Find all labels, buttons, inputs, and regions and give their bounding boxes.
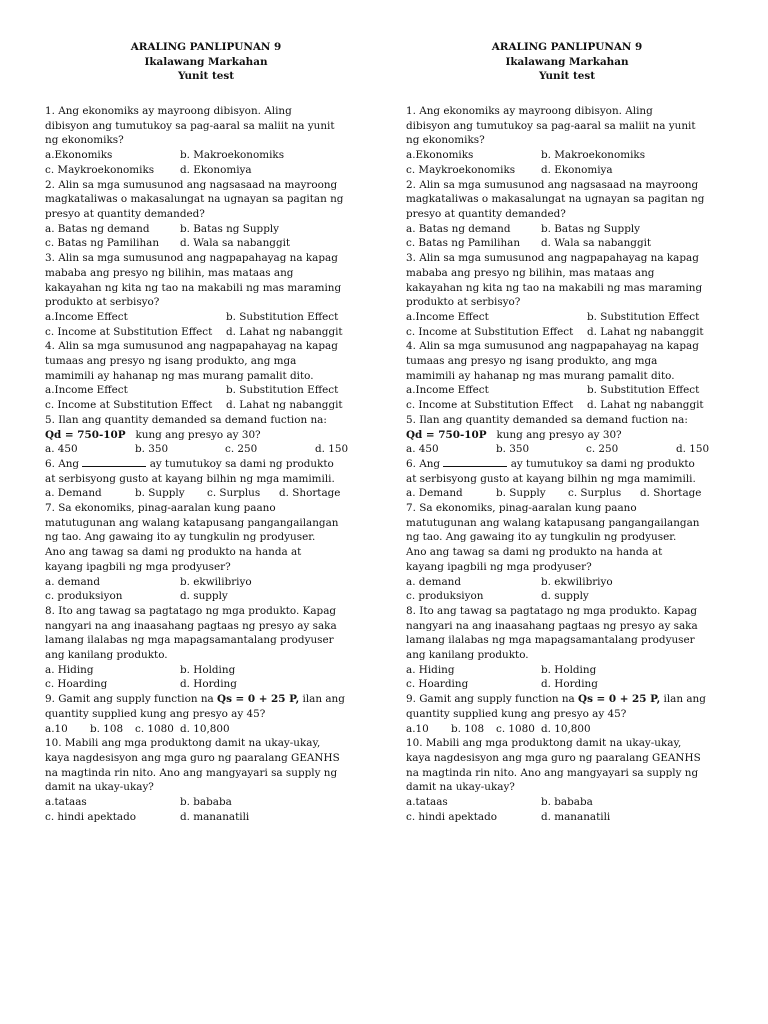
choice-d: d. Lahat ng nabanggit bbox=[226, 325, 343, 338]
question-stem: lamang ilalabas ng mga mapagsamantalang prodyuser bbox=[45, 634, 334, 647]
question-stem: dibisyon ang tumutukoy sa pag-aaral sa maliit na yunit bbox=[45, 119, 335, 132]
question-stem: kaya nagdesisyon ang mga guro ng paaralang GEANHS bbox=[45, 752, 340, 764]
choice-a: a. 450 bbox=[45, 443, 78, 456]
choice-b: b. Makroekonomiks bbox=[541, 149, 646, 162]
question-stem: Ano ang tawag sa dami ng produkto na handa at bbox=[45, 546, 302, 559]
question-stem: magkataliwas o makasalungat na ugnayan sa pagitan ng bbox=[45, 193, 344, 206]
demand-formula: Qd = 750-10P bbox=[45, 428, 126, 441]
choice-b: b. 350 bbox=[135, 443, 169, 456]
exam-column-right bbox=[406, 40, 728, 825]
choice-a: a. Demand bbox=[406, 487, 463, 500]
question-stem: damit na ukay-ukay? bbox=[45, 781, 154, 794]
choice-c: c. hindi apektado bbox=[45, 810, 136, 823]
choice-b: b. Supply bbox=[496, 487, 546, 500]
choice-a: a.tataas bbox=[406, 796, 448, 809]
question-stem: kaya nagdesisyon ang mga guro ng paaralang GEANHS bbox=[406, 752, 701, 764]
question-stem: ay tumutukoy sa dami ng produkto bbox=[146, 457, 334, 470]
question-1 bbox=[406, 104, 728, 178]
question-stem: at serbisyong gusto at kayang bilhin ng mga mamimili. bbox=[406, 472, 696, 485]
question-stem: 5. Ilan ang quantity demanded sa demand fuction na: bbox=[45, 413, 327, 426]
choice-d: d. Hording bbox=[541, 678, 598, 691]
choice-a: a.tataas bbox=[45, 796, 87, 809]
choice-c: c. Maykroekonomiks bbox=[45, 163, 155, 176]
question-stem: matutugunan ang walang katapusang pangangailangan bbox=[45, 516, 339, 529]
choice-c: c. Income at Substitution Effect bbox=[406, 399, 574, 412]
choice-d: d. mananatili bbox=[180, 810, 250, 823]
choice-a: a. Hiding bbox=[406, 663, 455, 676]
choice-a: a. demand bbox=[406, 575, 461, 588]
question-stem: ilan ang bbox=[660, 693, 706, 706]
choice-c: c. Maykroekonomiks bbox=[406, 163, 516, 176]
choice-d: d. Hording bbox=[180, 678, 237, 691]
question-stem: 2. Alin sa mga sumusunod ang nagsasaad na mayroong bbox=[406, 178, 699, 191]
question-stem: ng ekonomiks? bbox=[406, 134, 485, 147]
choice-a: a. demand bbox=[45, 575, 100, 588]
choice-c: c. produksiyon bbox=[45, 590, 123, 603]
question-stem: 2. Alin sa mga sumusunod ang nagsasaad na mayroong bbox=[45, 178, 338, 191]
question-stem: kakayahan ng kita ng tao na makabili ng mas maraming bbox=[45, 281, 342, 294]
choice-c: c. Income at Substitution Effect bbox=[45, 325, 213, 338]
choice-c: c. Batas ng Pamilihan bbox=[406, 237, 521, 250]
choice-c: c. 250 bbox=[225, 443, 258, 456]
choice-a: a.Income Effect bbox=[45, 310, 128, 323]
choice-a: a.10 bbox=[406, 722, 429, 735]
choice-d: d. mananatili bbox=[541, 810, 611, 823]
question-stem: 5. Ilan ang quantity demanded sa demand fuction na: bbox=[406, 413, 688, 426]
choice-c: c. 250 bbox=[586, 443, 619, 456]
choice-d: d. Lahat ng nabanggit bbox=[587, 325, 704, 338]
question-stem: 10. Mabili ang mga produktong damit na ukay-ukay, bbox=[45, 737, 321, 750]
choice-a: a. Demand bbox=[45, 487, 102, 500]
choice-d: d. 10,800 bbox=[180, 722, 230, 735]
question-stem: 7. Sa ekonomiks, pinag-aaralan kung paano bbox=[406, 502, 637, 515]
question-stem: tumaas ang presyo ng isang produkto, ang mga bbox=[45, 355, 297, 368]
choice-c: c. produksiyon bbox=[406, 590, 484, 603]
question-9 bbox=[406, 692, 728, 736]
choice-b: b. bababa bbox=[541, 796, 593, 809]
choice-c: c. 1080 bbox=[135, 722, 174, 735]
question-stem: dibisyon ang tumutukoy sa pag-aaral sa maliit na yunit bbox=[406, 119, 696, 132]
question-stem: kayang ipagbili ng mga prodyuser? bbox=[406, 560, 592, 573]
choice-d: d. Lahat ng nabanggit bbox=[226, 399, 343, 412]
answer-blank bbox=[443, 457, 507, 467]
question-stem: matutugunan ang walang katapusang pangangailangan bbox=[406, 516, 700, 529]
question-stem: presyo at quantity demanded? bbox=[406, 207, 566, 220]
choice-b: b. ekwilibriyo bbox=[180, 575, 252, 588]
exam-quarter: Ikalawang Markahan bbox=[505, 55, 629, 68]
choice-a: a. Batas ng demand bbox=[406, 222, 511, 235]
question-10 bbox=[406, 736, 728, 824]
answer-blank bbox=[82, 457, 146, 467]
question-stem: Ano ang tawag sa dami ng produkto na handa at bbox=[406, 546, 663, 559]
question-stem: kayang ipagbili ng mga prodyuser? bbox=[45, 560, 231, 573]
question-stem: ng tao. Ang gawaing ito ay tungkulin ng prodyuser. bbox=[45, 531, 316, 544]
question-7 bbox=[406, 501, 728, 604]
question-stem: kung ang presyo ay 30? bbox=[486, 428, 622, 441]
question-stem: ang kanilang produkto. bbox=[406, 649, 529, 662]
question-8 bbox=[45, 604, 367, 692]
question-stem: ilan ang bbox=[299, 693, 345, 706]
choice-a: a.10 bbox=[45, 722, 68, 735]
question-stem: quantity supplied kung ang presyo ay 45? bbox=[45, 707, 266, 720]
exam-header bbox=[406, 40, 728, 84]
supply-formula: Qs = 0 + 25 P, bbox=[217, 693, 300, 706]
question-6 bbox=[45, 457, 367, 501]
question-4 bbox=[45, 339, 367, 413]
choice-b: b. Batas ng Supply bbox=[541, 222, 641, 235]
choice-b: b. Substitution Effect bbox=[226, 384, 339, 397]
choice-d: d. 10,800 bbox=[541, 722, 591, 735]
question-10 bbox=[45, 736, 367, 824]
choice-d: d. supply bbox=[541, 590, 589, 603]
question-1 bbox=[45, 104, 367, 178]
question-5 bbox=[45, 413, 367, 457]
choice-b: b. Holding bbox=[180, 663, 236, 676]
question-stem: 3. Alin sa mga sumusunod ang nagpapahayag na kapag bbox=[406, 252, 699, 265]
choice-b: b. 350 bbox=[496, 443, 530, 456]
question-6 bbox=[406, 457, 728, 501]
choice-b: b. Substitution Effect bbox=[226, 310, 339, 323]
question-stem: mamimili ay hahanap ng mas murang pamalit dito. bbox=[406, 369, 675, 382]
supply-formula: Qs = 0 + 25 P, bbox=[578, 693, 661, 706]
question-stem: ng tao. Ang gawaing ito ay tungkulin ng prodyuser. bbox=[406, 531, 677, 544]
question-stem: 4. Alin sa mga sumusunod ang nagpapahayag na kapag bbox=[406, 340, 699, 353]
choice-c: c. Income at Substitution Effect bbox=[45, 399, 213, 412]
exam-column-left bbox=[45, 40, 367, 825]
question-stem: na magtinda rin nito. Ano ang mangyayari sa supply ng bbox=[45, 766, 338, 779]
question-stem: ay tumutukoy sa dami ng produkto bbox=[507, 457, 695, 470]
exam-test-label: Yunit test bbox=[538, 70, 596, 83]
question-stem: produkto at serbisyo? bbox=[45, 296, 160, 309]
question-stem: 1. Ang ekonomiks ay mayroong dibisyon. Aling bbox=[406, 105, 653, 118]
question-stem: 6. Ang bbox=[406, 457, 441, 470]
exam-header bbox=[45, 40, 367, 84]
question-stem: magkataliwas o makasalungat na ugnayan sa pagitan ng bbox=[406, 193, 705, 206]
choice-a: a. 450 bbox=[406, 443, 439, 456]
question-stem: mababa ang presyo ng bilihin, mas mataas ang bbox=[45, 266, 294, 279]
choice-a: a.Income Effect bbox=[45, 384, 128, 397]
choice-b: b. Batas ng Supply bbox=[180, 222, 280, 235]
choice-b: b. Substitution Effect bbox=[587, 310, 700, 323]
exam-title: ARALING PANLIPUNAN 9 bbox=[491, 41, 643, 53]
question-4 bbox=[406, 339, 728, 413]
question-stem: nangyari na ang inaasahang pagtaas ng presyo ay saka bbox=[45, 619, 337, 632]
choice-d: d. Shortage bbox=[640, 487, 702, 500]
question-8 bbox=[406, 604, 728, 692]
question-stem: 8. Ito ang tawag sa pagtatago ng mga produkto. Kapag bbox=[406, 604, 698, 617]
choice-c: c. Income at Substitution Effect bbox=[406, 325, 574, 338]
choice-d: d. 150 bbox=[676, 443, 710, 456]
choice-c: c. Hoarding bbox=[406, 678, 469, 691]
choice-a: a. Batas ng demand bbox=[45, 222, 150, 235]
question-7 bbox=[45, 501, 367, 604]
choice-d: d. Lahat ng nabanggit bbox=[587, 399, 704, 412]
choice-d: d. Ekonomiya bbox=[541, 163, 613, 176]
exam-title: ARALING PANLIPUNAN 9 bbox=[130, 41, 282, 53]
question-stem: 3. Alin sa mga sumusunod ang nagpapahayag na kapag bbox=[45, 252, 338, 265]
choice-c: c. Surplus bbox=[207, 487, 261, 500]
choice-d: d. Shortage bbox=[279, 487, 341, 500]
question-stem: presyo at quantity demanded? bbox=[45, 207, 205, 220]
choice-d: d. Wala sa nabanggit bbox=[180, 237, 291, 250]
question-5 bbox=[406, 413, 728, 457]
choice-c: c. Hoarding bbox=[45, 678, 108, 691]
choice-b: b. Holding bbox=[541, 663, 597, 676]
question-stem: 10. Mabili ang mga produktong damit na ukay-ukay, bbox=[406, 737, 682, 750]
choice-b: b. Substitution Effect bbox=[587, 384, 700, 397]
choice-c: c. Surplus bbox=[568, 487, 622, 500]
choice-b: b. 108 bbox=[451, 722, 485, 735]
question-stem: 1. Ang ekonomiks ay mayroong dibisyon. Aling bbox=[45, 105, 292, 118]
question-stem: ang kanilang produkto. bbox=[45, 649, 168, 662]
question-stem: mababa ang presyo ng bilihin, mas mataas ang bbox=[406, 266, 655, 279]
question-stem: at serbisyong gusto at kayang bilhin ng mga mamimili. bbox=[45, 472, 335, 485]
demand-formula: Qd = 750-10P bbox=[406, 428, 487, 441]
question-stem: kung ang presyo ay 30? bbox=[125, 428, 261, 441]
question-stem: quantity supplied kung ang presyo ay 45? bbox=[406, 707, 627, 720]
choice-c: c. hindi apektado bbox=[406, 810, 497, 823]
question-stem: 9. Gamit ang supply function na bbox=[406, 693, 579, 706]
choice-a: a.Ekonomiks bbox=[45, 149, 113, 162]
choice-d: d. Ekonomiya bbox=[180, 163, 252, 176]
choice-c: c. 1080 bbox=[496, 722, 535, 735]
choice-a: a.Income Effect bbox=[406, 384, 489, 397]
question-stem: na magtinda rin nito. Ano ang mangyayari sa supply ng bbox=[406, 766, 699, 779]
question-stem: 4. Alin sa mga sumusunod ang nagpapahayag na kapag bbox=[45, 340, 338, 353]
question-9 bbox=[45, 692, 367, 736]
question-stem: 6. Ang bbox=[45, 457, 80, 470]
choice-a: a.Income Effect bbox=[406, 310, 489, 323]
question-stem: lamang ilalabas ng mga mapagsamantalang prodyuser bbox=[406, 634, 695, 647]
question-2 bbox=[406, 178, 728, 252]
choice-b: b. Makroekonomiks bbox=[180, 149, 285, 162]
choice-a: a.Ekonomiks bbox=[406, 149, 474, 162]
question-3 bbox=[406, 251, 728, 339]
choice-b: b. bababa bbox=[180, 796, 232, 809]
choice-a: a. Hiding bbox=[45, 663, 94, 676]
choice-d: d. 150 bbox=[315, 443, 349, 456]
question-stem: mamimili ay hahanap ng mas murang pamalit dito. bbox=[45, 369, 314, 382]
question-stem: 7. Sa ekonomiks, pinag-aaralan kung paano bbox=[45, 502, 276, 515]
choice-b: b. 108 bbox=[90, 722, 124, 735]
choice-c: c. Batas ng Pamilihan bbox=[45, 237, 160, 250]
question-2 bbox=[45, 178, 367, 252]
choice-b: b. Supply bbox=[135, 487, 185, 500]
question-stem: nangyari na ang inaasahang pagtaas ng presyo ay saka bbox=[406, 619, 698, 632]
question-3 bbox=[45, 251, 367, 339]
choice-d: d. supply bbox=[180, 590, 228, 603]
choice-b: b. ekwilibriyo bbox=[541, 575, 613, 588]
question-stem: tumaas ang presyo ng isang produkto, ang mga bbox=[406, 355, 658, 368]
choice-d: d. Wala sa nabanggit bbox=[541, 237, 652, 250]
question-stem: produkto at serbisyo? bbox=[406, 296, 521, 309]
question-stem: 9. Gamit ang supply function na bbox=[45, 693, 218, 706]
question-stem: 8. Ito ang tawag sa pagtatago ng mga produkto. Kapag bbox=[45, 604, 337, 617]
exam-quarter: Ikalawang Markahan bbox=[144, 55, 268, 68]
question-stem: kakayahan ng kita ng tao na makabili ng mas maraming bbox=[406, 281, 703, 294]
question-stem: damit na ukay-ukay? bbox=[406, 781, 515, 794]
question-stem: ng ekonomiks? bbox=[45, 134, 124, 147]
exam-test-label: Yunit test bbox=[177, 70, 235, 83]
